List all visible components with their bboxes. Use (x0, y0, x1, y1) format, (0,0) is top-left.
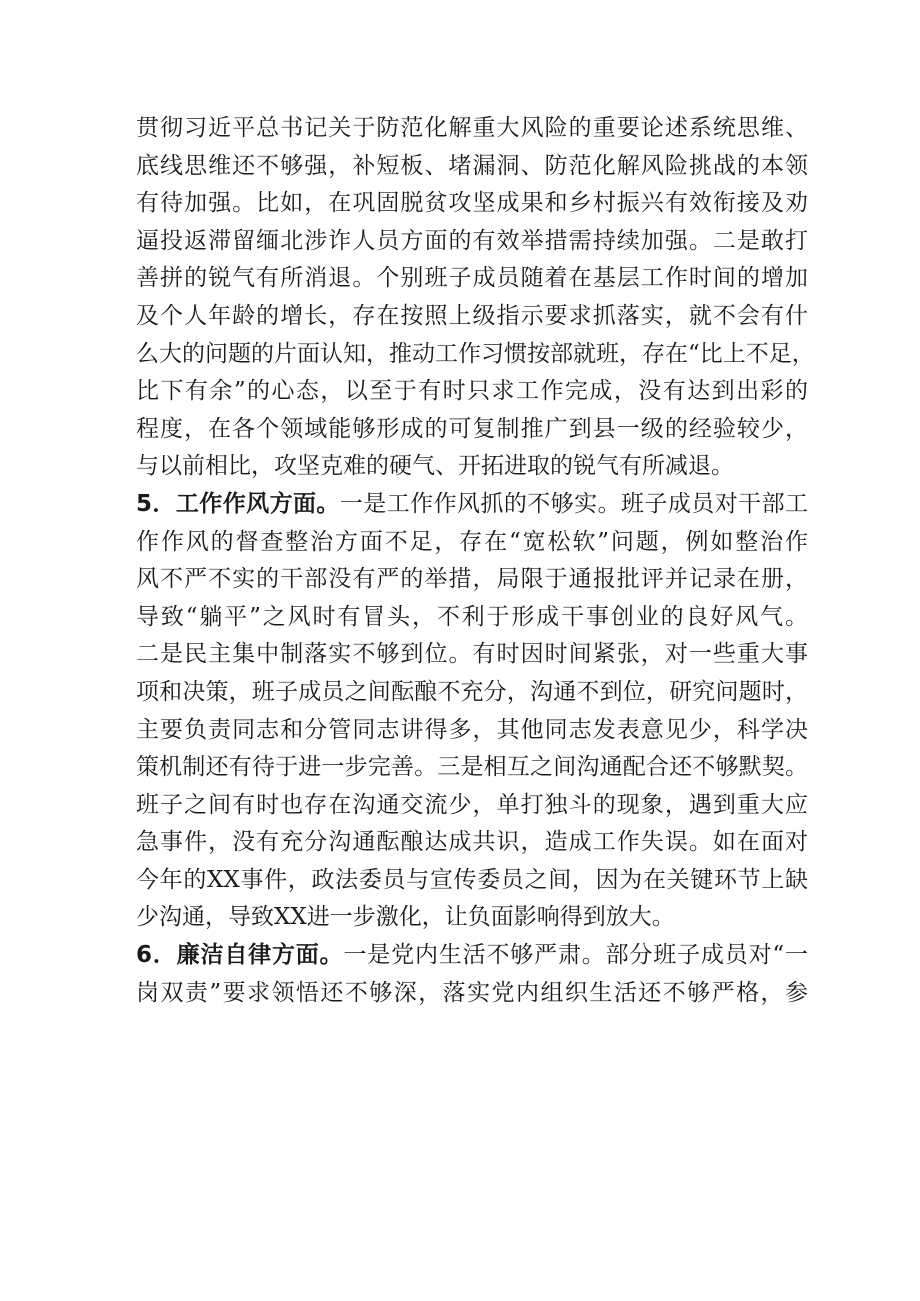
text-line: 逼投返滞留缅北涉诈人员方面的有效举措需持续加强。二是敢打 (136, 227, 808, 254)
text-line: 策机制还有待于进一步完善。三是相互之间沟通配合还不够默契。 (136, 754, 808, 781)
text-line: 底线思维还不够强，补短板、堵漏洞、防范化解风险挑战的本领 (136, 152, 808, 179)
section-5-line (136, 486, 808, 524)
text-line: 么大的问题的片面认知，推动工作习惯按部就班，存在“比上不足， (136, 340, 815, 367)
text-line: 主要负责同志和分管同志讲得多，其他同志发表意见少，科学决 (136, 716, 808, 743)
text-line: 有待加强。比如，在巩固脱贫攻坚成果和乡村振兴有效衔接及劝 (136, 190, 808, 217)
section-5-heading: 5．工作作风方面。 (136, 490, 340, 517)
text-line: 少沟通，导致XX进一步激化，让负面影响得到放大。 (136, 904, 675, 931)
text-line: 风不严不实的干部没有严的举措，局限于通报批评并记录在册， (136, 566, 808, 593)
text-line: 导致“躺平”之风时有冒头，不利于形成干事创业的良好风气。 (136, 603, 808, 630)
text-line: 善拼的锐气有所消退。个别班子成员随着在基层工作时间的增加 (136, 265, 808, 292)
text-line: 与以前相比，攻坚克难的硬气、开拓进取的锐气有所减退。 (136, 453, 734, 480)
text-line: 岗双责”要求领悟还不够深，落实党内组织生活还不够严格，参 (136, 979, 808, 1006)
text-line: 项和决策，班子成员之间酝酿不充分，沟通不到位，研究问题时， (136, 678, 808, 705)
text-line: 贯彻习近平总书记关于防范化解重大风险的重要论述系统思维、 (136, 115, 808, 141)
section-6-heading: 6．廉洁自律方面。 (136, 942, 344, 969)
body-text (136, 110, 815, 1012)
text-line: 急事件，没有充分沟通酝酿达成共识，造成工作失误。如在面对 (136, 829, 808, 856)
text-line: 程度，在各个领域能够形成的可复制推广到县一级的经验较少， (136, 415, 808, 442)
text-line: 作作风的督查整治方面不足，存在“宽松软”问题，例如整治作 (136, 528, 808, 555)
text-line: 及个人年龄的增长，存在按照上级指示要求抓落实，就不会有什 (136, 302, 808, 329)
text-line: 班子之间有时也存在沟通交流少，单打独斗的现象，遇到重大应 (136, 791, 808, 818)
text-line: 今年的XX事件，政法委员与宣传委员之间，因为在关键环节上缺 (136, 866, 808, 893)
section-6-line (136, 937, 808, 975)
section-5-text: 一是工作作风抓的不够实。班子成员对干部工 (339, 490, 808, 517)
section-6-text: 一是党内生活不够严肃。部分班子成员对“一 (343, 942, 808, 969)
text-line: 二是民主集中制落实不够到位。有时因时间紧张，对一些重大事 (136, 641, 808, 668)
text-line: 比下有余”的心态，以至于有时只求工作完成，没有达到出彩的 (136, 378, 808, 405)
